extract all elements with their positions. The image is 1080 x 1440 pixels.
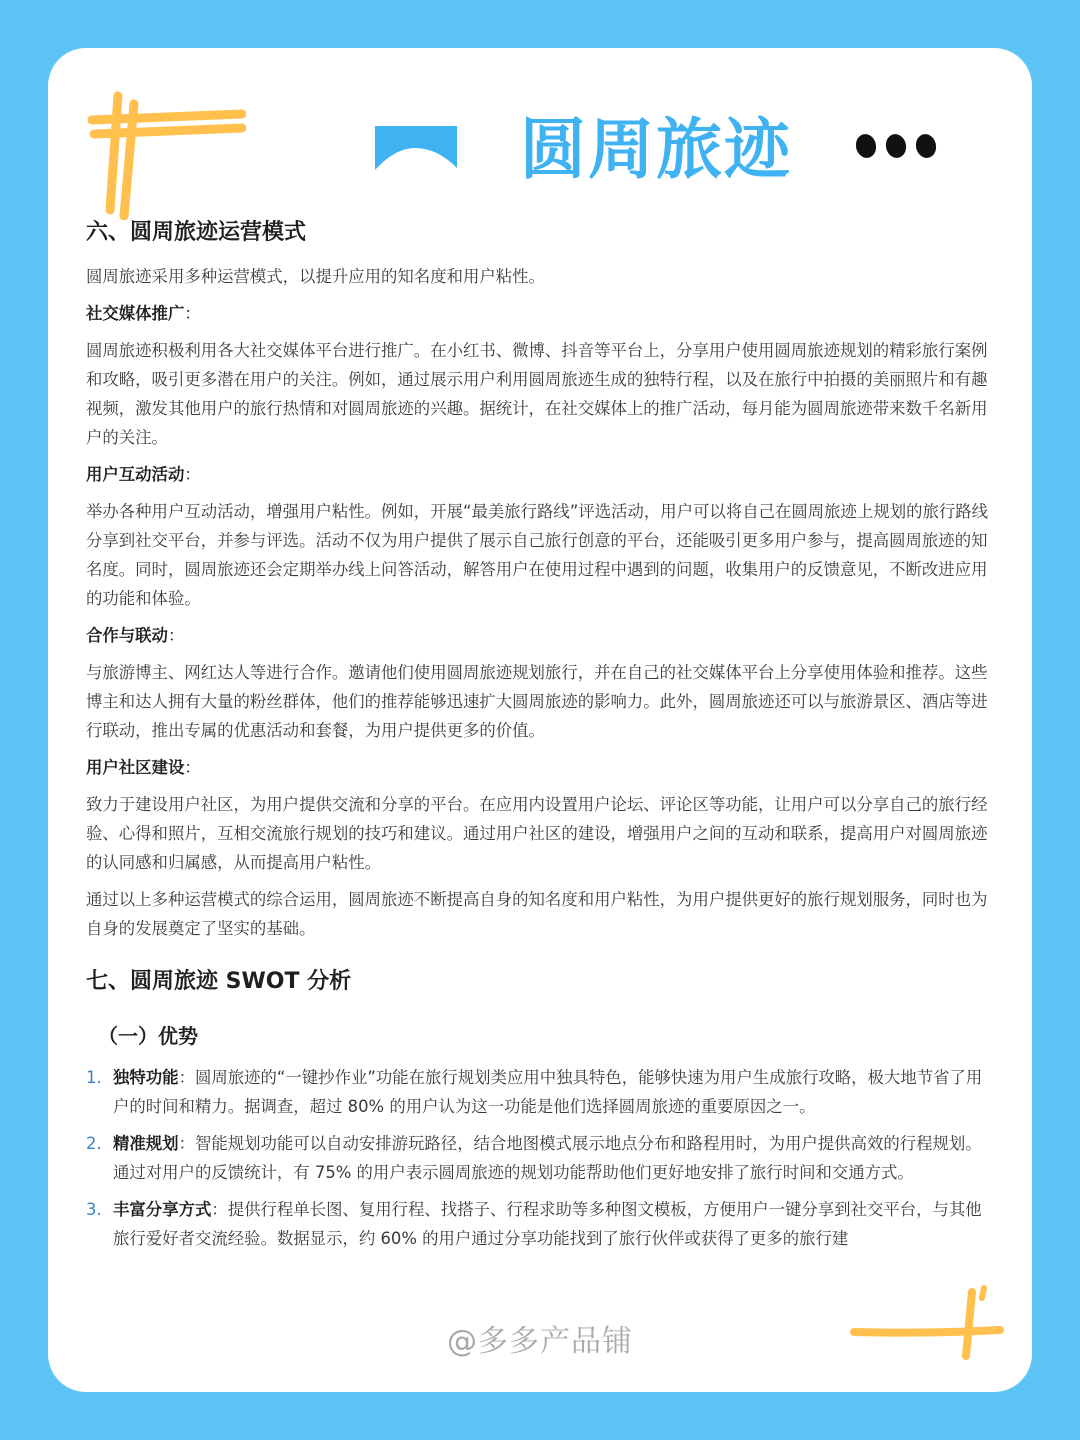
subsection-heading: （一）优势 bbox=[98, 1024, 198, 1048]
document-card bbox=[48, 48, 1032, 1392]
page-title: 圆周旅迹 bbox=[520, 111, 792, 188]
list-item: 3. 丰富分享方式：提供行程单长图、复用行程、找搭子、行程求助等多种图文模板，方便用户一键分享到社交平台，与其他旅行爱好者交流经验。数据显示，约 60% 的用户通过分享功能找到了旅行伙伴或获得了更多的旅行建 bbox=[86, 1200, 982, 1248]
section-heading: 六、圆周旅迹运营模式 bbox=[86, 220, 307, 245]
block-text: 致力于建设用户社区，为用户提供交流和分享的平台。在应用内设置用户论坛、评论区等功能，让用户可以分享自己的旅行经验、心得和照片，互相交流旅行规划的技巧和建议。通过用户社区的建设，增强用户之间的互动和联系，提高用户对圆周旅迹的认同感和归属感，从而提高用户粘性。 bbox=[86, 795, 988, 872]
block-text: 与旅游博主、网红达人等进行合作。邀请他们使用圆周旅迹规划旅行，并在自己的社交媒体平台上分享使用体验和推荐。这些博主和达人拥有大量的粉丝群体，他们的推荐能够迅速扩大圆周旅迹的影响力。此外，圆周旅迹还可以与旅游景区、酒店等进行联动，推出专属的优惠活动和套餐，为用户提供更多的价值。 bbox=[86, 663, 988, 740]
section-intro: 圆周旅迹采用多种运营模式，以提升应用的知名度和用户粘性。 bbox=[86, 267, 545, 286]
block-text: 举办各种用户互动活动，增强用户粘性。例如，开展“最美旅行路线”评选活动，用户可以将自己在圆周旅迹上规划的旅行路线分享到社交平台，并参与评选。活动不仅为用户提供了展示自己旅行创意的平台，还能吸引更多用户参与，提高圆周旅迹的知名度。同时，圆周旅迹还会定期举办线上问答活动，解答用户在使用过程中遇到的问题，收集用户的反馈意见，不断改进应用的功能和体验。 bbox=[86, 502, 989, 608]
list-item: 2. 精准规划：智能规划功能可以自动安排游玩路径，结合地图模式展示地点分布和路程用时，为用户提供高效的行程规划。通过对用户的反馈统计，有 75% 的用户表示圆周旅迹的规划功能帮助他们更好地安排了旅行时间和交通方式。 bbox=[86, 1134, 982, 1182]
section-heading: 七、圆周旅迹 SWOT 分析 bbox=[86, 969, 352, 994]
watermark: @多多产品铺 bbox=[447, 1324, 633, 1359]
block-label: 用户互动活动： bbox=[86, 465, 201, 484]
block-label: 社交媒体推广： bbox=[86, 304, 201, 323]
advantages-list bbox=[86, 1063, 996, 1253]
plus-doodle-icon bbox=[848, 1284, 1008, 1364]
content-viewport bbox=[48, 48, 1032, 1288]
list-item: 1. 独特功能：圆周旅迹的“一键抄作业”功能在旅行规划类应用中独具特色，能够快速为用户生成旅行攻略，极大地节省了用户的时间和精力。据调查，超过 80% 的用户认为这一功能是他们选择圆周旅迹的重要原因之一。 bbox=[86, 1068, 983, 1116]
article-body bbox=[86, 216, 996, 1261]
block-text: 圆周旅迹积极利用各大社交媒体平台进行推广。在小红书、微博、抖音等平台上，分享用户使用圆周旅迹规划的精彩旅行案例和攻略，吸引更多潜在用户的关注。例如，通过展示用户利用圆周旅迹生成的独特行程，以及在旅行中拍摄的美丽照片和有趣视频，激发其他用户的旅行热情和对圆周旅迹的兴趣。据统计，在社交媒体上的推广活动，每月能为圆周旅迹带来数千名新用户的关注。 bbox=[86, 341, 988, 447]
block-label: 合作与联动： bbox=[86, 626, 185, 645]
block-label: 用户社区建设： bbox=[86, 758, 201, 777]
section-summary: 通过以上多种运营模式的综合运用，圆周旅迹不断提高自身的知名度和用户粘性，为用户提供更好的旅行规划服务，同时也为自身的发展奠定了坚实的基础。 bbox=[86, 890, 988, 938]
